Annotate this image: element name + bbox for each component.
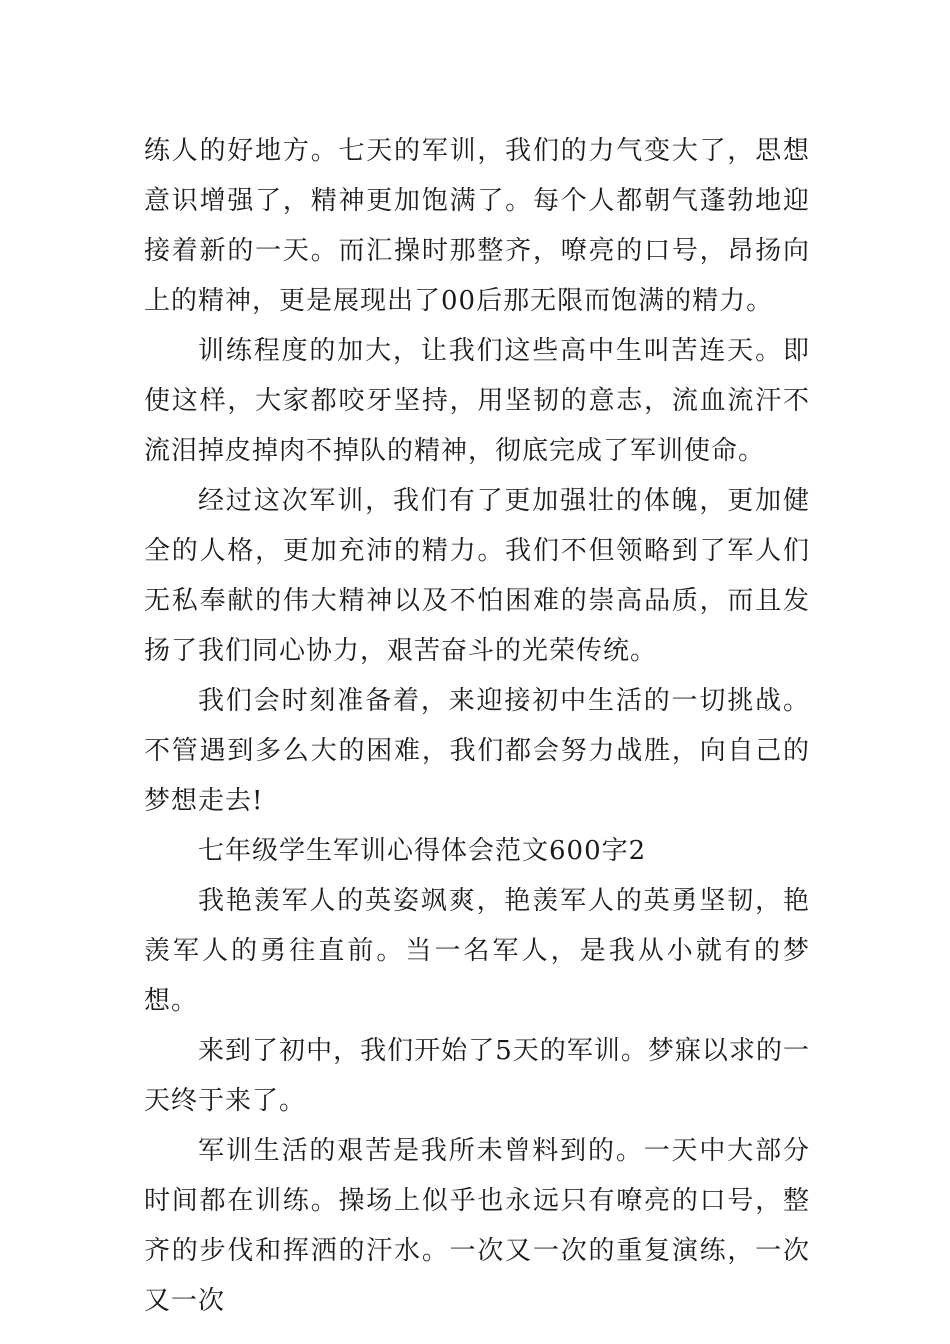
- paragraph-continuation: 练人的好地方。七天的军训，我们的力气变大了，思想意识增强了，精神更加饱满了。每个人都朝气蓬勃地迎接着新的一天。而汇操时那整齐，嘹亮的口号，昂扬向上的精神，更是展现出了00后那无限而饱满的精力。: [144, 136, 810, 316]
- paragraph: 经过这次军训，我们有了更加强壮的体魄，更加健全的人格，更加充沛的精力。我们不但领略到了军人们无私奉献的伟大精神以及不怕困难的崇高品质，而且发扬了我们同心协力，艰苦奋斗的光荣传统。: [144, 486, 810, 666]
- paragraph: 我们会时刻准备着，来迎接初中生活的一切挑战。不管遇到多么大的困难，我们都会努力战胜，向自己的梦想走去!: [144, 686, 810, 816]
- paragraph: 我艳羡军人的英姿飒爽，艳羡军人的英勇坚韧，艳羡军人的勇往直前。当一名军人，是我从小就有的梦想。: [144, 886, 810, 1016]
- paragraph: 训练程度的加大，让我们这些高中生叫苦连天。即使这样，大家都咬牙坚持，用坚韧的意志，流血流汗不流泪掉皮掉肉不掉队的精神，彻底完成了军训使命。: [144, 336, 810, 466]
- paragraph: 来到了初中，我们开始了5天的军训。梦寐以求的一天终于来了。: [144, 1036, 810, 1116]
- section-title: 七年级学生军训心得体会范文600字2: [198, 836, 647, 866]
- paragraph-truncated: 军训生活的艰苦是我所未曾料到的。一天中大部分时间都在训练。操场上似乎也永远只有嘹亮的口号，整齐的步伐和挥洒的汗水。一次又一次的重复演练，一次又一次: [144, 1136, 810, 1316]
- document-body: [144, 126, 810, 1326]
